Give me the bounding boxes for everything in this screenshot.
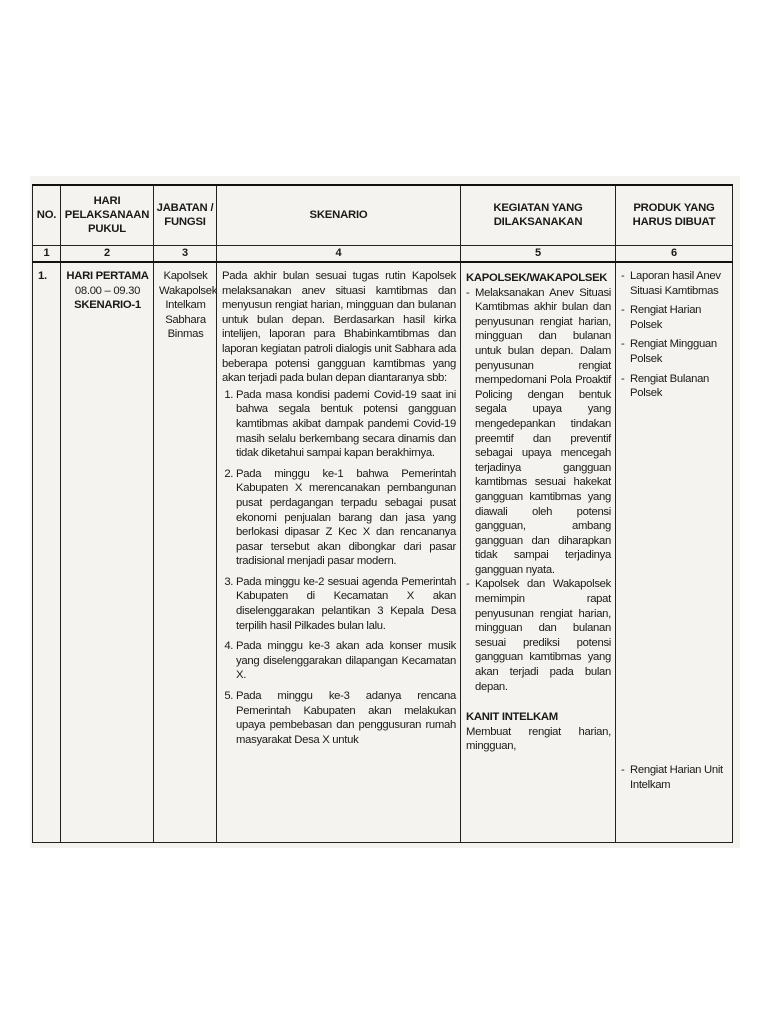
scanned-page [30,176,740,848]
skenario-item: 4. Pada minggu ke-3 akan ada konser musik yang diselenggarakan dilapangan Kecamatan X. [236,639,456,683]
skenario-list [222,388,456,748]
skenario-item: 1. Pada masa kondisi pademi Covid-19 saat ini bahwa segala bentuk potensi gangguan kamtibmas akibat dampak pandemi Covid-19 masih selalu berkembang secara dinamis dan tidak diketahui sampai kapan berakhirnya. [236,388,456,461]
cell-produk [616,262,733,842]
header-skenario: SKENARIO [217,185,461,245]
kegiatan-heading: KANIT INTELKAM [466,711,558,724]
hari-time: 08.00 – 09.30 [74,284,141,297]
kegiatan-text: Membuat rengiat harian, mingguan, [466,725,611,753]
column-number: 5 [461,245,616,262]
produk-item: - Laporan hasil Anev Situasi Kamtibmas [621,269,728,298]
row-number: 1. [38,270,47,282]
skenario-intro: Pada akhir bulan sesuai tugas rutin Kapolsek melaksanakan anev situasi kamtibmas dan menyusun rengiat harian, mingguan dan bulanan untuk bulan depan. Berdasarkan hasil kirka intelijen, laporan para Bhabinkamtibmas dan laporan kegiatan patroli dialogis unit Sabhara ada beberapa potensi gangguan kamtibmas yang akan terjadi pada bulan depan diantaranya sbb: [222,270,456,385]
kegiatan-item: - Melaksanakan Anev Situasi Kamtibmas akhir bulan dan penyusunan rengiat harian, mingguan dan bulanan untuk bulan depan. Dalam penyusunan rengiat mempedomani Pola Proaktif Policing dengan bentuk segala upaya yang mengedepankan tindakan preemtif dan preventif sebagai upaya mencegah terjadinya gangguan kamtibmas sesuai hakekat gangguan kamtibmas yang diawali oleh potensi gangguan, ambang gangguan dan diharapkan tidak sampai terjadinya gangguan nyata. [466,286,611,578]
table-row [33,262,733,842]
hari-title: HARI PERTAMA [66,270,149,282]
column-number: 4 [217,245,461,262]
cell-kegiatan [461,262,616,842]
cell-skenario [217,262,461,842]
header-kegiatan: KEGIATAN YANG DILAKSANAKAN [461,185,616,245]
cell-no [33,262,61,842]
skenario-item: 5. Pada minggu ke-3 adanya rencana Pemerintah Kabupaten akan melakukan upaya pembebasan dan penggusuran rumah masyarakat Desa X untuk [236,689,456,747]
cell-jabatan [154,262,217,842]
jabatan-item: Kapolsek [163,270,208,282]
produk-item: - Rengiat Mingguan Polsek [621,337,728,366]
kegiatan-list [466,286,611,695]
header-no: NO. [33,185,61,245]
produk-item: - Rengiat Harian Unit Intelkam [621,763,728,792]
header-jabatan: JABATAN / FUNGSI [154,185,217,245]
header-row [33,185,733,245]
kegiatan-item: - Kapolsek dan Wakapolsek memimpin rapat penyusunan rengiat harian, mingguan dan bulanan sesuai prediksi potensi gangguan kamtibmas yang akan terjadi pada bulan depan. [466,577,611,694]
jabatan-item: Wakapolsek [159,284,218,297]
produk-item: - Rengiat Bulanan Polsek [621,372,728,401]
jabatan-item: Sabhara [165,313,206,326]
column-number: 3 [154,245,217,262]
scenario-table [32,184,733,843]
jabatan-item: Binmas [167,328,204,341]
jabatan-item: Intelkam [165,299,206,312]
produk-list [621,269,728,401]
skenario-item: 3. Pada minggu ke-2 sesuai agenda Pemerintah Kabupaten di Kecamatan X akan diselenggarakan pelantikan 3 Kepala Desa terpilih hasil Pilkades bulan lalu. [236,575,456,633]
skenario-item: 2. Pada minggu ke-1 bahwa Pemerintah Kabupaten X merencanakan pembangunan pusat perdagangan terpadu sebagai pusat ekonomi penjualan barang dan jasa yang berlokasi dipasar Z Kec X dan rencananya pasar tersebut akan dibongkar dari pasar tradisional menjadi pasar modern. [236,467,456,569]
column-number: 1 [33,245,61,262]
column-number: 2 [61,245,154,262]
produk-list-2 [621,763,728,797]
kegiatan-heading: KAPOLSEK/WAKAPOLSEK [466,272,608,284]
produk-item: - Rengiat Harian Polsek [621,303,728,332]
header-hari: HARI PELAKSANAAN PUKUL [61,185,154,245]
column-number: 6 [616,245,733,262]
column-number-row [33,245,733,262]
cell-hari [61,262,154,842]
header-produk: PRODUK YANG HARUS DIBUAT [616,185,733,245]
hari-skenario: SKENARIO-1 [74,299,141,312]
